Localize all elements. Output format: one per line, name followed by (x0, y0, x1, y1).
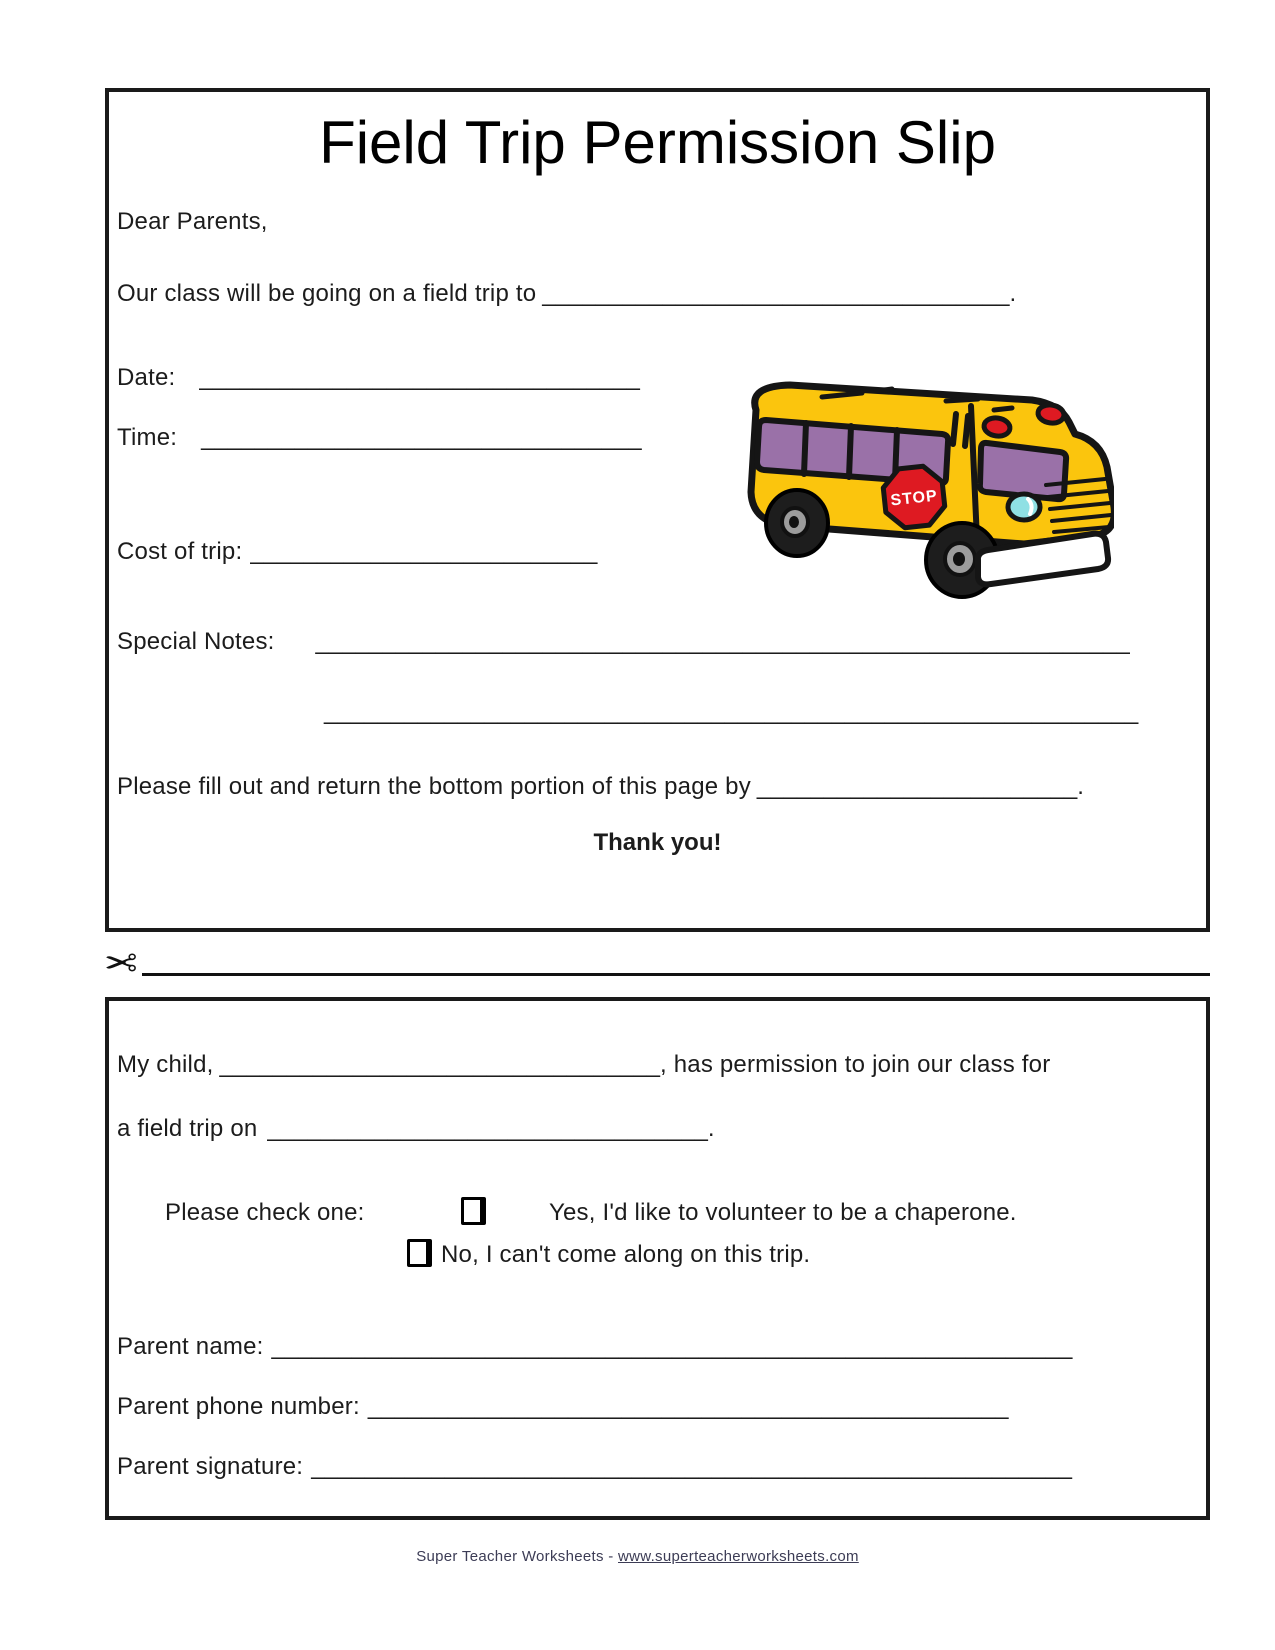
thank-you-text: Thank you! (593, 829, 722, 856)
notes-label: Special Notes: (117, 628, 275, 655)
return-line (117, 773, 1084, 801)
scissors-icon: ✂ (104, 941, 138, 987)
parent-name-row (117, 1333, 1072, 1361)
bottom-section-box (105, 997, 1210, 1520)
bus-windshield (980, 443, 1066, 499)
parent-name-label: Parent name: (117, 1333, 264, 1360)
yes-option-label: Yes, I'd like to volunteer to be a chaperone. (549, 1199, 1017, 1226)
return-period: . (1077, 773, 1085, 800)
trip-period: . (707, 1115, 715, 1142)
return-label: Please fill out and return the bottom portion of this page by (117, 773, 751, 800)
bus-marker-light-1 (983, 416, 1011, 437)
parent-signature-label: Parent signature: (117, 1453, 304, 1480)
cut-line (142, 973, 1210, 976)
notes-blank-2[interactable]: _____________________________________________________________ (324, 698, 1139, 725)
child-line (117, 1051, 1050, 1079)
notes-field-row-2 (324, 698, 1138, 726)
child-name-blank[interactable]: _________________________________ (219, 1051, 660, 1078)
intro-period: . (1009, 280, 1017, 307)
time-blank[interactable]: _________________________________ (201, 424, 642, 451)
no-option-label: No, I can't come along on this trip. (441, 1241, 811, 1268)
salutation-text: Dear Parents, (117, 208, 268, 235)
time-field-row (117, 424, 642, 452)
date-label: Date: (117, 364, 176, 391)
destination-blank[interactable]: ___________________________________ (542, 280, 1010, 307)
footer-link[interactable]: www.superteacherworksheets.com (618, 1548, 859, 1565)
yes-checkbox[interactable] (461, 1197, 486, 1225)
bus-front-hub-center (953, 552, 965, 566)
check-option-yes-row (117, 1199, 1207, 1233)
bus-rear-hub-center (789, 516, 799, 528)
parent-phone-row (117, 1393, 1009, 1421)
page-title: Field Trip Permission Slip (319, 109, 996, 176)
notes-blank-1[interactable]: _____________________________________________________________ (315, 628, 1130, 655)
notes-field-row (117, 628, 1130, 656)
trip-date-blank[interactable]: _________________________________ (267, 1115, 708, 1142)
date-blank[interactable]: _________________________________ (199, 364, 640, 391)
cost-blank[interactable]: __________________________ (250, 538, 598, 565)
time-label: Time: (117, 424, 178, 451)
bus-headlight (1008, 494, 1040, 520)
parent-phone-blank[interactable]: ________________________________________________ (367, 1393, 1009, 1420)
parent-signature-row (117, 1453, 1072, 1481)
parent-phone-label: Parent phone number: (117, 1393, 360, 1420)
no-checkbox[interactable] (407, 1239, 432, 1267)
trip-date-line (117, 1115, 715, 1143)
return-date-blank[interactable]: ________________________ (756, 773, 1078, 800)
salutation-line (117, 208, 268, 236)
footer-text: Super Teacher Worksheets - (416, 1548, 619, 1565)
child-suffix: , has permission to join our class for (659, 1051, 1051, 1078)
intro-label: Our class will be going on a field trip to (117, 280, 537, 307)
cost-field-row (117, 538, 597, 566)
trip-prefix: a field trip on (117, 1115, 258, 1142)
stop-sign-text: STOP (889, 487, 939, 510)
check-one-label: Please check one: (165, 1199, 365, 1226)
child-prefix: My child, (117, 1051, 214, 1078)
footer (0, 1548, 1275, 1565)
date-field-row (117, 364, 640, 392)
check-option-no-row (117, 1241, 1207, 1275)
parent-signature-blank[interactable]: _________________________________________________________ (311, 1453, 1073, 1480)
bus-stop-sign (881, 464, 946, 529)
top-section-box (105, 88, 1210, 932)
bus-marker-light-2 (1037, 403, 1065, 424)
parent-name-blank[interactable]: ____________________________________________________________ (271, 1333, 1073, 1360)
school-bus-illustration (694, 344, 1114, 599)
cost-label: Cost of trip: (117, 538, 243, 565)
intro-line (117, 280, 1016, 308)
